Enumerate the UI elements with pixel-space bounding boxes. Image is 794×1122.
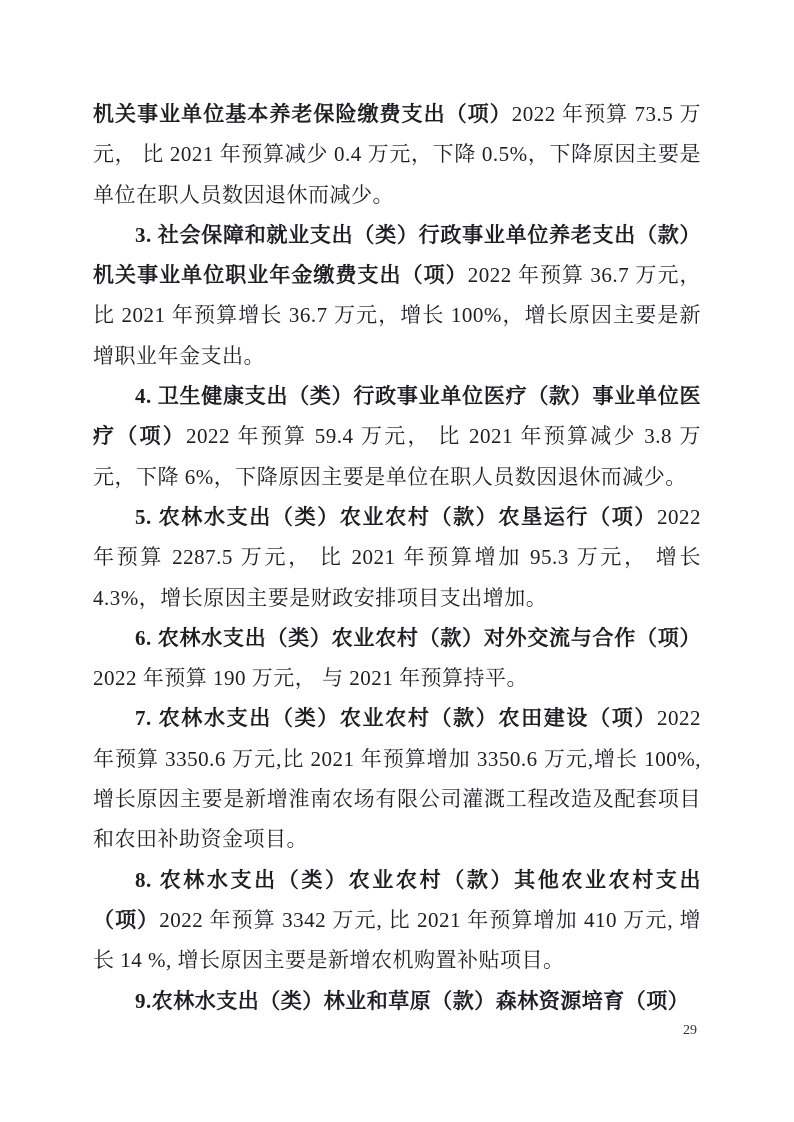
document-body [93, 94, 701, 1021]
paragraph-item-5 [93, 497, 701, 618]
paragraph-lead: 7. 农林水支出（类）农业农村（款）农田建设（项） [135, 706, 657, 731]
paragraph-item-7 [93, 698, 701, 859]
paragraph-item-3 [93, 215, 701, 376]
paragraph-lead: 6. 农林水支出（类）农业农村（款）对外交流与合作（项） [135, 625, 701, 650]
paragraph-lead: 机关事业单位基本养老保险缴费支出（项） [93, 102, 512, 126]
paragraph-text: 2022 年预算 59.4 万元， 比 2021 年预算减少 3.8 万元，下降 6%，下降原因主要是单位在职人员数因退休而减少。 [93, 424, 701, 489]
paragraph-lead: 9.农林水支出（类）林业和草原（款）森林资源培育（项） [135, 988, 690, 1013]
paragraph-pension-contribution [93, 94, 701, 215]
page-number: 29 [683, 1023, 697, 1038]
paragraph-text: 2022 年预算 2287.5 万元， 比 2021 年预算增加 95.3 万元， 增长 4.3%，增长原因主要是财政安排项目支出增加。 [93, 504, 701, 610]
paragraph-item-9 [93, 981, 701, 1021]
paragraph-item-6 [93, 618, 701, 699]
paragraph-text: 2022 年预算 3350.6 万元,比 2021 年预算增加 3350.6 万元,增长 100%,增长原因主要是新增淮南农场有限公司灌溉工程改造及配套项目和农田补助资金项目。 [93, 706, 701, 852]
paragraph-lead: 5. 农林水支出（类）农业农村（款）农垦运行（项） [135, 504, 657, 529]
paragraph-item-8 [93, 860, 701, 981]
paragraph-text: 2022 年预算 73.5 万元， 比 2021 年预算减少 0.4 万元，下降 0.5%，下降原因主要是单位在职人员数因退休而减少。 [93, 102, 702, 207]
paragraph-text: 2022 年预算 36.7 万元，比 2021 年预算增长 36.7 万元，增长 100%，增长原因主要是新增职业年金支出。 [93, 263, 702, 368]
paragraph-lead: 3. 社会保障和就业支出（类）行政事业单位养老支出（款）机关事业单位职业年金缴费支出（项） [93, 222, 701, 288]
paragraph-text: 2022 年预算 3342 万元, 比 2021 年预算增加 410 万元, 增长 14 %, 增长原因主要是新增农机购置补贴项目。 [93, 907, 702, 973]
paragraph-lead: 8. 农林水支出（类）农业农村（款）其他农业农村支出（项） [93, 867, 701, 932]
paragraph-lead: 4. 卫生健康支出（类）行政事业单位医疗（款）事业单位医疗（项） [93, 384, 701, 449]
paragraph-item-4 [93, 376, 701, 497]
paragraph-text: 2022 年预算 190 万元， 与 2021 年预算持平。 [93, 666, 528, 691]
